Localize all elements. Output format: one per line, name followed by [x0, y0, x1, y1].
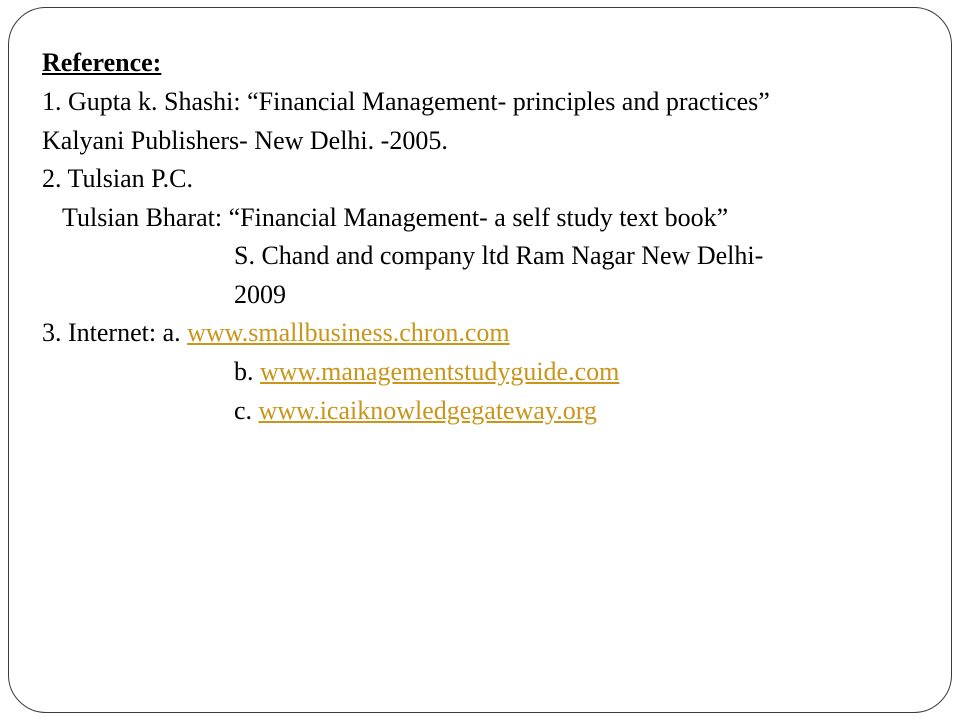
internet-prefix: 3. Internet: a. [42, 318, 188, 347]
link-icaiknowledgegateway[interactable]: www.icaiknowledgegateway.org [258, 396, 597, 425]
link-managementstudyguide[interactable]: www.managementstudyguide.com [260, 357, 620, 386]
reference-title: Reference: [42, 48, 162, 77]
internet-letter-c: c. [234, 396, 259, 425]
internet-line-a [42, 318, 510, 348]
internet-line-b [234, 357, 619, 387]
reference-line-6: 2009 [234, 280, 286, 309]
reference-line-1: 1. Gupta k. Shashi: “Financial Management- principles and practices” [42, 87, 770, 116]
reference-line-5: S. Chand and company ltd Ram Nagar New Delhi- [234, 241, 764, 270]
internet-line-c [234, 396, 597, 426]
reference-line-4: Tulsian Bharat: “Financial Management- a self study text book” [62, 203, 729, 232]
link-smallbusiness[interactable]: www.smallbusiness.chron.com [187, 318, 510, 347]
reference-line-3: 2. Tulsian P.C. [42, 164, 194, 193]
internet-letter-b: b. [234, 357, 260, 386]
reference-line-2: Kalyani Publishers- New Delhi. -2005. [42, 126, 448, 155]
